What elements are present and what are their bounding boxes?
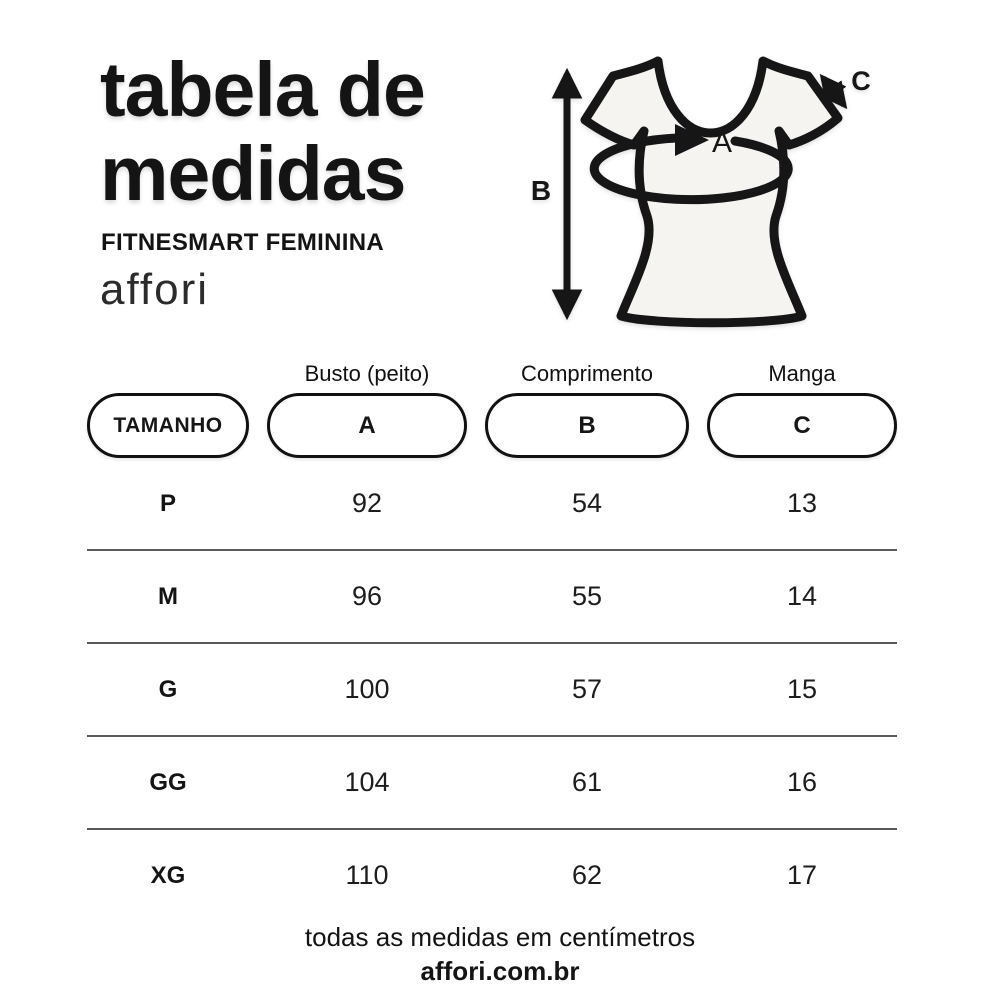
column-title-spacer [87,360,249,388]
table-row [87,549,897,642]
row-size-label: M [158,582,178,610]
row-sleeve-value: 16 [786,767,818,797]
page-title-line1: tabela de [100,47,425,133]
website-url: affori.com.br [420,956,580,986]
diagram-label-b: B [530,175,552,206]
row-sleeve-value: 13 [786,488,818,518]
row-sleeve-value: 14 [786,581,818,611]
tshirt-diagram-svg [525,28,980,348]
row-length-value: 54 [571,488,603,518]
row-length-value: 57 [571,674,603,704]
row-bust-value: 92 [351,488,383,518]
row-sleeve-value: 15 [786,674,818,704]
units-note: todas as medidas em centímetros [304,922,696,952]
header-pill-b [485,393,689,458]
row-bust-value: 110 [345,860,389,890]
column-titles-row [87,360,897,388]
header-pill-a [267,393,467,458]
row-length-value: 55 [571,581,603,611]
header-pill-c [707,393,897,458]
row-sleeve-value: 17 [786,860,818,890]
row-bust-value: 104 [344,767,390,797]
page-title-line2: medidas [100,131,406,217]
row-bust-value: 96 [351,581,383,611]
row-size-label: P [159,489,176,517]
row-bust-value: 100 [344,674,390,704]
table-row [87,735,897,828]
header-pill-b-label: B [578,411,596,439]
table-row [87,828,897,921]
table-row [87,458,897,549]
header-pill-tamanho-label: TAMANHO [113,413,223,437]
table-header-row [87,393,897,458]
diagram-label-c: C [851,66,871,96]
row-length-value: 62 [571,860,603,890]
page-title [100,48,425,216]
row-size-label: G [158,675,178,703]
table-row [87,642,897,735]
column-title-length: Comprimento [520,361,654,386]
size-table-body [87,458,897,921]
column-title-bust: Busto (peito) [304,361,430,386]
brand-logo: affori [100,265,210,314]
row-length-value: 61 [571,767,603,797]
header-pill-a-label: A [358,411,376,439]
header-pill-c-label: C [793,411,811,439]
product-subtitle: FITNESMART FEMININA [101,229,385,256]
column-title-sleeve: Manga [768,361,836,386]
header-pill-tamanho [87,393,249,458]
row-size-label: XG [150,861,186,889]
tshirt-measurement-diagram [525,28,980,348]
row-size-label: GG [149,768,187,796]
diagram-label-a: A [711,126,733,159]
